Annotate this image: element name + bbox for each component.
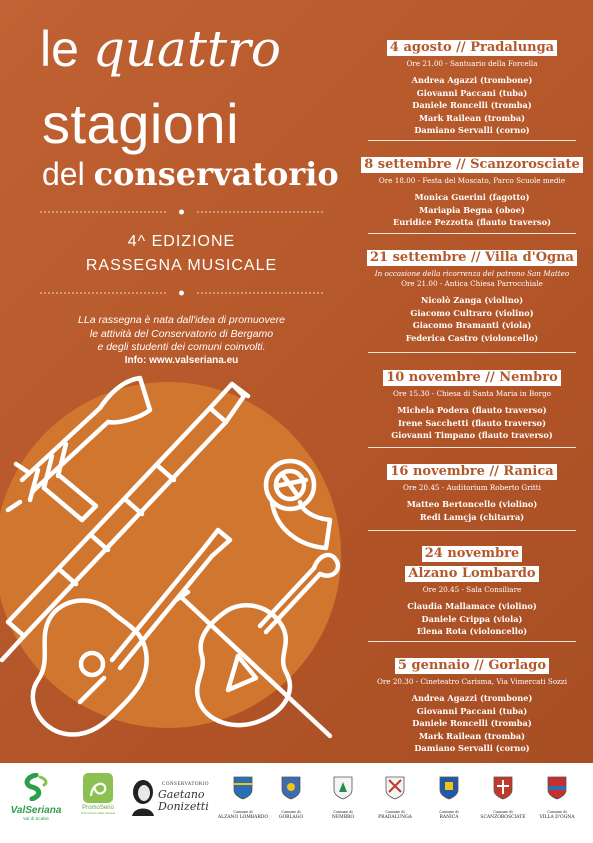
ranica-crest-icon xyxy=(439,776,459,800)
comune-prefix: Comune di xyxy=(547,810,567,814)
event-separator xyxy=(368,352,576,353)
event-title: 10 novembre // Nembro xyxy=(383,370,561,386)
intro-line-1: LLa rassegna è nata dall'idea di promuovere xyxy=(78,314,285,326)
event-scanzorosciate xyxy=(358,153,586,229)
valseriana-logo[interactable] xyxy=(8,773,64,821)
performer: Damiano Servalli (corno) xyxy=(414,743,530,753)
comune-prefix: Comune di xyxy=(333,810,353,814)
intro-line-2: le attività del Conservatorio di Bergamo xyxy=(89,327,274,340)
intro-line-3: e degli studenti dei comuni coinvolti. xyxy=(97,341,266,353)
valseriana-swirl-icon xyxy=(8,773,64,801)
conservatorio-donizetti-logo[interactable] xyxy=(128,778,208,818)
donizetti-wordmark: Gaetano Donizetti xyxy=(158,788,209,813)
comune-name: VILLA D'OGNA xyxy=(539,815,575,820)
event-title: 5 gennaio // Gorlago xyxy=(395,658,549,674)
event-title: 24 novembre xyxy=(422,546,523,562)
event-separator xyxy=(368,530,576,531)
event-performers xyxy=(358,74,586,137)
performer: Giovanni Paccani (tuba) xyxy=(416,705,528,716)
comune-pradalunga[interactable] xyxy=(368,776,422,820)
comune-gorlago[interactable] xyxy=(264,776,318,820)
valseriana-wordmark: ValSeriana xyxy=(10,805,62,816)
performer: Daniele Roncelli (tromba) xyxy=(412,100,532,110)
event-performers xyxy=(358,498,586,523)
pradalunga-crest-icon xyxy=(385,776,405,800)
comune-name: PRADALUNGA xyxy=(378,815,412,820)
performer: Daniele Roncelli (tromba) xyxy=(412,718,532,728)
title-word-del: del xyxy=(42,156,85,192)
event-title: 21 settembre // Villa d'Ogna xyxy=(367,250,577,266)
performer: Giacomo Bramanti (viola) xyxy=(412,320,532,330)
event-alzano-lombardo xyxy=(358,542,586,638)
title-line-1 xyxy=(40,20,282,78)
performer: Andrea Agazzi (trombone) xyxy=(411,75,533,85)
comune-name: GORLAGO xyxy=(278,815,304,820)
performer: Monica Guerini (fagotto) xyxy=(414,192,530,202)
event-performers xyxy=(358,294,586,344)
title-word-conservatorio: conservatorio xyxy=(93,155,339,193)
performer: Mark Railean (tromba) xyxy=(418,730,526,741)
event-performers xyxy=(358,191,586,229)
title-line-2: stagioni xyxy=(42,92,240,155)
performer: Irene Sacchetti (flauto traverso) xyxy=(397,417,547,428)
intro-text xyxy=(40,314,323,355)
performer: Andrea Agazzi (trombone) xyxy=(411,693,533,703)
info-website: Info: www.valseriana.eu xyxy=(124,355,239,366)
performer: Damiano Servalli (corno) xyxy=(414,125,530,135)
comune-prefix: Comune di xyxy=(385,810,405,814)
conservatorio-label: CONSERVATORIO xyxy=(162,782,210,787)
event-time: Ore 21.00 - Antica Chiesa Parrocchiale xyxy=(401,279,543,288)
event-time: Ore 18.00 - Festa del Moscato, Parco Scuole medie xyxy=(378,176,566,185)
event-time: Ore 20.45 - Sala Consiliare xyxy=(422,585,522,594)
performer: Giovanni Timpano (flauto traverso) xyxy=(391,430,553,440)
event-performers xyxy=(358,600,586,638)
promoserio-subtitle: Promozione Valle Seriana xyxy=(80,811,116,815)
event-pradalunga xyxy=(358,36,586,137)
dotted-divider-bottom xyxy=(40,287,323,299)
instruments-illustration xyxy=(0,360,370,760)
nembro-crest-icon xyxy=(333,776,353,800)
event-title-town: Alzano Lombardo xyxy=(405,566,538,582)
comune-scanzorosciate[interactable] xyxy=(476,776,530,820)
comune-name: NEMBRO xyxy=(331,815,355,820)
event-gorlago xyxy=(358,654,586,755)
performer: Nicolò Zanga (violino) xyxy=(420,295,524,305)
event-separator xyxy=(368,447,576,448)
event-villa-dogna xyxy=(358,246,586,344)
comune-nembro[interactable] xyxy=(316,776,370,820)
performer: Euridice Pezzotta (flauto traverso) xyxy=(393,217,551,227)
alzano-crest-icon xyxy=(233,776,253,800)
dotted-divider-top xyxy=(40,206,323,218)
title-word-quattro: quattro xyxy=(92,20,282,78)
promoserio-logo[interactable] xyxy=(78,773,118,815)
comune-prefix: Comune di xyxy=(233,810,253,814)
event-nembro xyxy=(358,366,586,442)
comune-name: SCANZOROSCIATE xyxy=(480,815,526,820)
title-line-3 xyxy=(42,155,339,193)
event-separator xyxy=(368,641,576,642)
performer: Mariapia Begna (oboe) xyxy=(419,204,525,215)
performer: Redi Lamçja (chitarra) xyxy=(419,511,525,522)
promoserio-badge-icon xyxy=(83,773,113,803)
comune-villa-dogna[interactable] xyxy=(530,776,584,820)
event-ranica xyxy=(358,460,586,523)
event-title: 8 settembre // Scanzorosciate xyxy=(361,157,583,173)
comune-prefix: Comune di xyxy=(439,810,459,814)
event-separator xyxy=(368,233,576,234)
performer: Giovanni Paccani (tuba) xyxy=(416,87,528,98)
comune-prefix: Comune di xyxy=(281,810,301,814)
comune-ranica[interactable] xyxy=(422,776,476,820)
valseriana-subtitle: Val di Scalve xyxy=(23,816,49,821)
event-performers xyxy=(358,692,586,755)
edition-line-1: 4^ EDIZIONE xyxy=(127,233,236,250)
edition-line-2: RASSEGNA MUSICALE xyxy=(85,257,278,274)
performer: Federica Castro (violoncello) xyxy=(405,332,539,343)
performer: Michela Podera (flauto traverso) xyxy=(397,405,547,415)
event-time: Ore 15.30 - Chiesa di Santa Maria in Borgo xyxy=(393,389,551,398)
comune-prefix: Comune di xyxy=(493,810,513,814)
event-time: Ore 20.30 - Cineteatro Carisma, Via Vimercati Sozzi xyxy=(376,677,568,686)
performer: Elena Rota (violoncello) xyxy=(416,626,528,636)
performer: Matteo Bertoncello (violino) xyxy=(406,499,538,509)
performer: Mark Railean (tromba) xyxy=(418,112,526,123)
event-title: 16 novembre // Ranica xyxy=(387,464,556,480)
promoserio-wordmark: PromoSerio xyxy=(82,805,114,811)
performer: Giacomo Cultraro (violino) xyxy=(410,307,534,318)
title-word-le: le xyxy=(40,21,79,77)
donizetti-portrait-icon xyxy=(128,778,158,816)
villa-dogna-crest-icon xyxy=(547,776,567,800)
gorlago-crest-icon xyxy=(281,776,301,800)
event-time: Ore 21.00 - Santuario della Forcella xyxy=(406,59,538,68)
comune-name: ALZANO LOMBARDO xyxy=(217,815,269,820)
scanzorosciate-crest-icon xyxy=(493,776,513,800)
performer: Claudia Mallamace (violino) xyxy=(407,601,537,611)
comune-alzano-lombardo[interactable] xyxy=(216,776,270,820)
event-performers xyxy=(358,404,586,442)
performer: Daniele Crippa (viola) xyxy=(421,613,523,624)
event-title: 4 agosto // Pradalunga xyxy=(387,40,557,56)
event-note: In occasione della ricorrenza del patrono San Matteo xyxy=(374,269,570,278)
event-separator xyxy=(368,140,576,141)
event-time: Ore 20.45 - Auditorium Roberto Gritti xyxy=(403,483,541,492)
comune-name: RANICA xyxy=(439,815,459,820)
